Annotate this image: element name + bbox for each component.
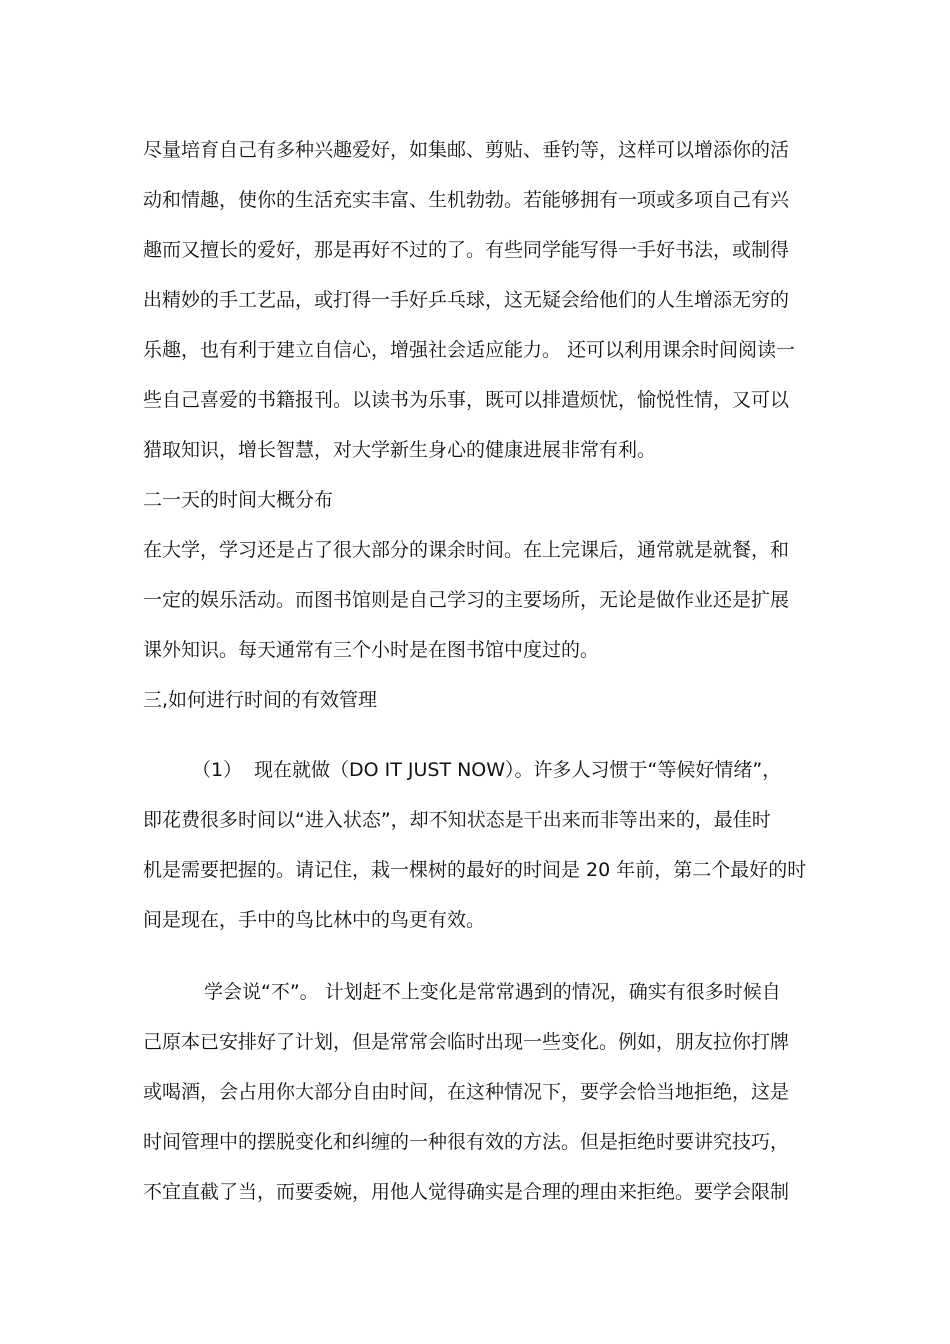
paragraph-line: 猎取知识，增长智慧，对大学新生身心的健康进展非常有利。: [143, 439, 657, 461]
paragraph-line: 即花费很多时间以“进入状态”，却不知状态是干出来而非等出来的，最佳时: [143, 809, 771, 831]
section-heading-3: 三,如何进行时间的有效管理: [143, 689, 378, 711]
paragraph-line: 乐趣，也有利于建立自信心，增强社会适应能力。 还可以利用课余时间阅读一: [143, 339, 796, 361]
paragraph-line: 尽量培育自己有多种兴趣爱好，如集邮、剪贴、垂钓等，这样可以增添你的活: [143, 139, 790, 161]
paragraph-line: 一定的娱乐活动。而图书馆则是自己学习的主要场所，无论是做作业还是扩展: [143, 589, 790, 611]
paragraph-line: 或喝酒，会占用你大部分自由时间，在这种情况下，要学会恰当地拒绝，这是: [143, 1081, 790, 1103]
paragraph-line: 时间管理中的摆脱变化和纠缠的一种很有效的方法。但是拒绝时要讲究技巧，: [143, 1131, 790, 1153]
paragraph-line: 不宜直截了当，而要委婉，用他人觉得确实是合理的理由来拒绝。要学会限制: [143, 1181, 790, 1203]
paragraph-line: 动和情趣，使你的生活充实丰富、生机勃勃。若能够拥有一项或多项自己有兴: [143, 189, 790, 211]
list-item-1-first-line: [192, 758, 781, 782]
paragraph-line: 趣而又擅长的爱好，那是再好不过的了。有些同学能写得一手好书法，或制得: [143, 239, 790, 261]
section-heading-2: 二一天的时间大概分布: [143, 489, 334, 511]
paragraph-line: 机是需要把握的。请记住，栽一棵树的最好的时间是 20 年前，第二个最好的时: [143, 859, 807, 881]
paragraph-line: 出精妙的手工艺品，或打得一手好乒乓球，这无疑会给他们的人生增添无穷的: [143, 289, 790, 311]
list-item-text: 现在就做（DO IT JUST NOW）。许多人习惯于“等候好情绪”，: [254, 759, 782, 781]
paragraph-line: 课外知识。每天通常有三个小时是在图书馆中度过的。: [143, 639, 600, 661]
paragraph-line: 间是现在，手中的鸟比林中的鸟更有效。: [143, 909, 486, 931]
list-item-2-first-line: 学会说“不”。 计划赶不上变化是常常遇到的情况，确实有很多时候自: [204, 981, 781, 1003]
paragraph-line: 些自己喜爱的书籍报刊。以读书为乐事，既可以排遣烦忧，愉悦性情，又可以: [143, 389, 790, 411]
paragraph-line: 己原本已安排好了计划，但是常常会临时出现一些变化。例如，朋友拉你打牌: [143, 1031, 790, 1053]
paragraph-line: 在大学，学习还是占了很大部分的课余时间。在上完课后，通常就是就餐，和: [143, 539, 790, 561]
list-item-marker: （1）: [192, 759, 243, 781]
